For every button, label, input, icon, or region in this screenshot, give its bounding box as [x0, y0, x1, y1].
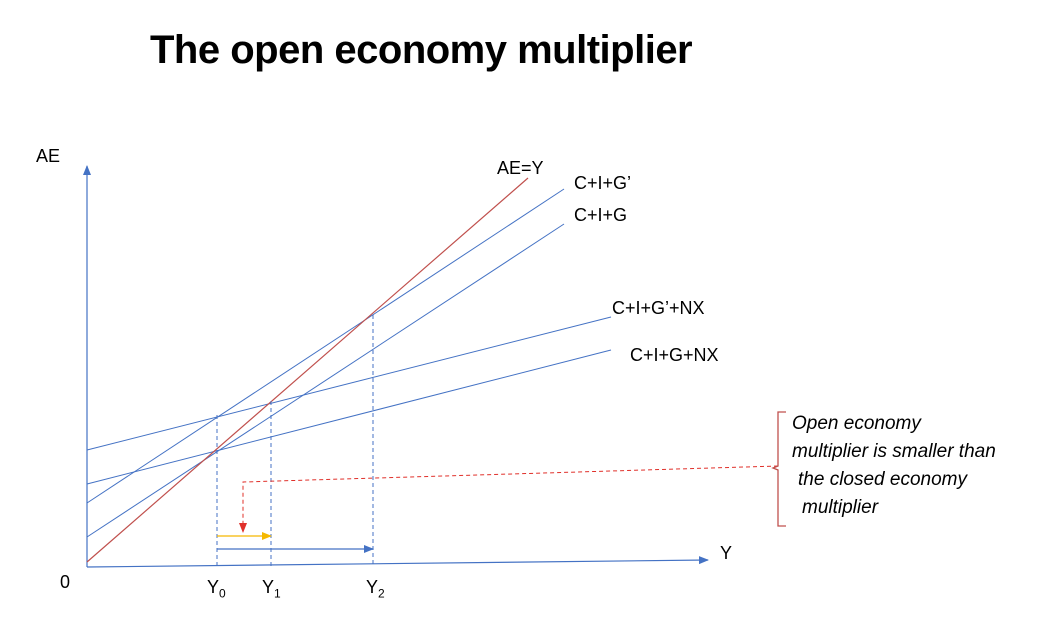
ae-equals-y-line: [87, 178, 528, 562]
cig-prime-nx-label: C+I+G’+NX: [612, 298, 705, 318]
cig-nx-line: [87, 350, 611, 484]
cig-prime-label: C+I+G’: [574, 173, 632, 193]
cig-label: C+I+G: [574, 205, 628, 225]
page-title: The open economy multiplier: [150, 28, 693, 72]
ae-eq-y-label: AE=Y: [497, 158, 544, 178]
annotation-brace: [773, 412, 786, 526]
origin-label: 0: [60, 572, 71, 592]
tick-y1: $Y_1$: [262, 577, 281, 601]
annotation-connector: [243, 466, 778, 532]
tick-y2: $Y_2$: [366, 577, 385, 601]
cig-prime-line: [87, 189, 564, 503]
x-axis-label: Y: [720, 543, 733, 563]
annotation-line-3: the closed economy: [798, 469, 967, 490]
y-axis-label: AE: [36, 146, 61, 166]
cig-prime-nx-line: [87, 317, 611, 450]
multiplier-annotation: [792, 410, 996, 522]
x-axis: [87, 560, 708, 567]
annotation-line-1: Open economy: [792, 413, 921, 434]
cig-nx-label: C+I+G+NX: [630, 345, 719, 365]
annotation-line-2: multiplier is smaller than: [792, 441, 996, 462]
annotation-line-4: multiplier: [802, 497, 879, 518]
tick-y0: $Y_0$: [207, 577, 226, 601]
